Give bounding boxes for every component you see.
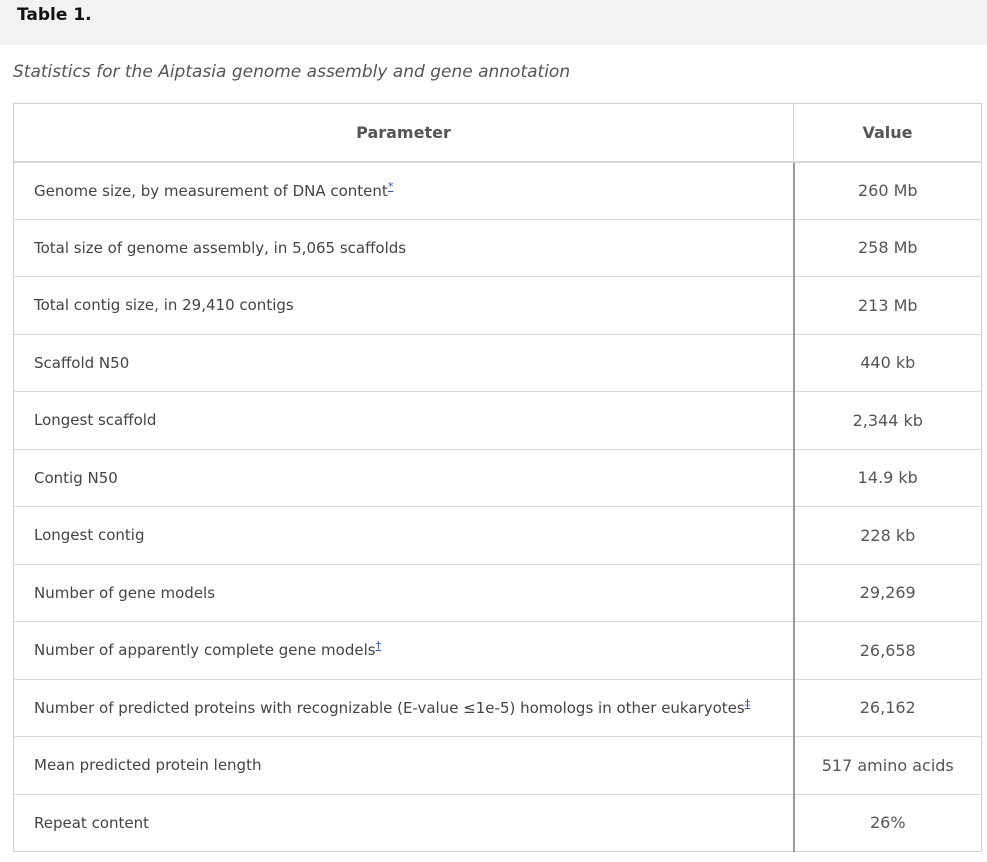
parameter-cell: Scaffold N50 — [14, 334, 794, 392]
value-cell: 26,162 — [794, 679, 982, 737]
table-header-bar — [0, 0, 987, 45]
parameter-cell: Number of gene models — [14, 564, 794, 622]
table-row — [14, 334, 982, 392]
parameter-cell: Contig N50 — [14, 449, 794, 507]
value-cell: 228 kb — [794, 507, 982, 565]
value-cell: 14.9 kb — [794, 449, 982, 507]
parameter-cell: Repeat content — [14, 794, 794, 852]
table-row — [14, 679, 982, 737]
value-cell: 26,658 — [794, 622, 982, 680]
table-row — [14, 277, 982, 335]
parameter-cell: Total size of genome assembly, in 5,065 scaffolds — [14, 219, 794, 277]
value-cell: 26% — [869, 813, 906, 833]
footnote-link[interactable]: † — [375, 639, 382, 653]
parameter-text: Number of predicted proteins with recognizable (E-value ≤1e-5) homologs in other eukaryotes — [34, 698, 745, 717]
value-cell: 260 Mb — [794, 162, 982, 220]
table-caption: Statistics for the Aiptasia genome assembly and gene annotation — [13, 62, 571, 82]
parameter-cell: Mean predicted protein length — [14, 737, 794, 795]
parameter-cell: Total contig size, in 29,410 contigs — [14, 277, 794, 335]
parameter-cell — [14, 679, 794, 737]
footnote-link[interactable]: * — [387, 179, 394, 193]
footnote-link[interactable]: ‡ — [744, 696, 751, 710]
table-row — [14, 449, 982, 507]
table-row — [14, 507, 982, 565]
table-label: Table 1. — [17, 5, 92, 25]
parameter-cell — [14, 622, 794, 680]
column-header-value: Value — [794, 104, 982, 162]
table-row — [14, 737, 982, 795]
parameter-cell: Longest scaffold — [14, 392, 794, 450]
statistics-table — [13, 103, 982, 852]
table-row — [14, 622, 982, 680]
value-cell: 29,269 — [794, 564, 982, 622]
table-header-row — [14, 104, 982, 162]
parameter-cell: Longest contig — [14, 507, 794, 565]
parameter-text: Genome size, by measurement of DNA content — [34, 181, 388, 200]
table-row — [14, 392, 982, 450]
table-row — [14, 794, 982, 852]
value-cell: 517 amino acids — [794, 737, 982, 795]
value-cell: 213 Mb — [794, 277, 982, 335]
column-header-parameter: Parameter — [14, 104, 794, 162]
value-cell: 2,344 kb — [794, 392, 982, 450]
table-row — [14, 219, 982, 277]
value-cell: 440 kb — [794, 334, 982, 392]
table-row — [14, 564, 982, 622]
table-row — [14, 162, 982, 220]
value-cell: 258 Mb — [794, 219, 982, 277]
parameter-cell — [14, 162, 794, 220]
parameter-text: Number of apparently complete gene models — [34, 641, 376, 660]
